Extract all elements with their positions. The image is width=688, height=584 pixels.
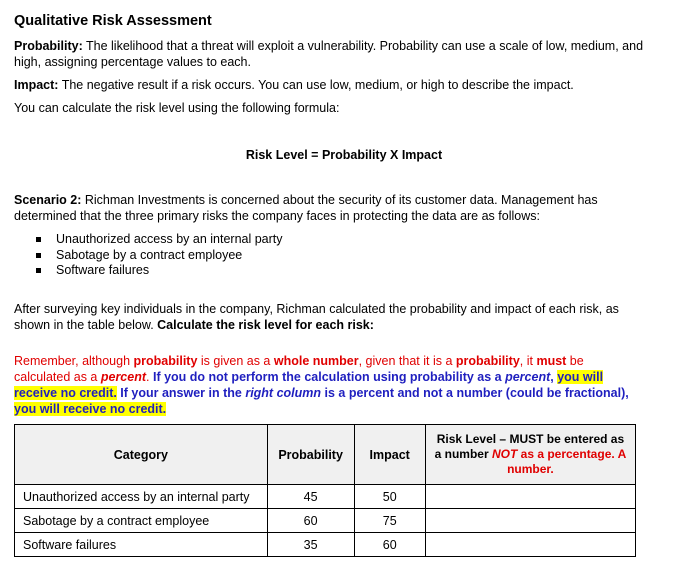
warning-text: If your answer in the bbox=[116, 386, 246, 400]
table-row bbox=[15, 485, 636, 509]
cell-impact: 50 bbox=[354, 485, 425, 509]
cell-probability: 35 bbox=[267, 533, 354, 557]
remember-text: be calculated as a bbox=[14, 354, 584, 384]
cell-risk-level[interactable] bbox=[425, 509, 635, 533]
cell-category: Sabotage by a contract employee bbox=[15, 509, 268, 533]
remember-emphasis: must bbox=[536, 354, 567, 368]
cell-risk-level[interactable] bbox=[425, 533, 635, 557]
list-item: Software failures bbox=[30, 263, 283, 279]
probability-definition bbox=[14, 38, 654, 70]
warning-emphasis: percent bbox=[505, 370, 551, 384]
cell-category: Unauthorized access by an internal party bbox=[15, 485, 268, 509]
cell-impact: 60 bbox=[354, 533, 425, 557]
table-row bbox=[15, 509, 636, 533]
risk-formula: Risk Level = Probability X Impact bbox=[245, 148, 443, 162]
remember-text: , it bbox=[519, 354, 537, 368]
cell-probability: 60 bbox=[267, 509, 354, 533]
cell-risk-level[interactable] bbox=[425, 485, 635, 509]
risk-list bbox=[30, 232, 283, 279]
cell-category: Software failures bbox=[15, 533, 268, 557]
remember-text: is given as a bbox=[197, 354, 274, 368]
remember-emphasis: probability bbox=[455, 354, 520, 368]
survey-instruction: Calculate the risk level for each risk: bbox=[157, 318, 374, 332]
remember-paragraph bbox=[14, 353, 634, 417]
risk-header-not: NOT bbox=[491, 447, 518, 461]
scenario-text: Richman Investments is concerned about the security of its customer data. Management has determined that the three primary risks the company faces in protecting the data are as follows: bbox=[14, 193, 598, 223]
cell-impact: 75 bbox=[354, 509, 425, 533]
list-item: Sabotage by a contract employee bbox=[30, 248, 283, 264]
page-title: Qualitative Risk Assessment bbox=[14, 13, 212, 29]
table-header-row bbox=[15, 425, 636, 485]
warning-text: is a percent and not a number (could be fractional), bbox=[321, 386, 629, 400]
header-category: Category bbox=[15, 425, 268, 485]
list-item: Unauthorized access by an internal party bbox=[30, 232, 283, 248]
probability-text: The likelihood that a threat will exploit a vulnerability. Probability can use a scale of low, medium, and high, assigning percentage values to each. bbox=[14, 39, 644, 69]
remember-emphasis: percent bbox=[100, 370, 147, 384]
cell-probability: 45 bbox=[267, 485, 354, 509]
remember-text: , given that it is a bbox=[358, 354, 456, 368]
scenario-paragraph bbox=[14, 192, 654, 224]
no-credit-highlight: you will receive no credit. bbox=[14, 370, 604, 400]
impact-definition bbox=[14, 77, 654, 93]
remember-text: . bbox=[146, 370, 150, 384]
no-credit-highlight: you will receive no credit. bbox=[14, 402, 167, 416]
scenario-label: Scenario 2: bbox=[14, 193, 82, 207]
remember-emphasis: whole number bbox=[273, 354, 359, 368]
risk-header-text: Risk Level – MUST be entered as a number bbox=[434, 432, 625, 461]
risk-header-note: as a percentage. A number. bbox=[507, 447, 627, 476]
probability-label: Probability: bbox=[14, 39, 83, 53]
impact-label: Impact: bbox=[14, 78, 59, 92]
impact-text: The negative result if a risk occurs. You can use low, medium, or high to describe the impact. bbox=[58, 78, 574, 92]
remember-emphasis: probability bbox=[133, 354, 198, 368]
calc-intro: You can calculate the risk level using the following formula: bbox=[14, 101, 340, 115]
survey-text: After surveying key individuals in the company, Richman calculated the probability and impact of each risk, as shown in the table below. bbox=[14, 302, 619, 332]
warning-text: , bbox=[550, 370, 558, 384]
header-impact: Impact bbox=[354, 425, 425, 485]
survey-paragraph bbox=[14, 301, 654, 333]
warning-emphasis: right column bbox=[245, 386, 322, 400]
warning-text: If you do not perform the calculation using probability as a bbox=[149, 370, 506, 384]
header-risk-level bbox=[425, 425, 635, 485]
remember-text: Remember, although bbox=[14, 354, 134, 368]
header-probability: Probability bbox=[267, 425, 354, 485]
risk-table bbox=[14, 424, 636, 557]
table-row bbox=[15, 533, 636, 557]
